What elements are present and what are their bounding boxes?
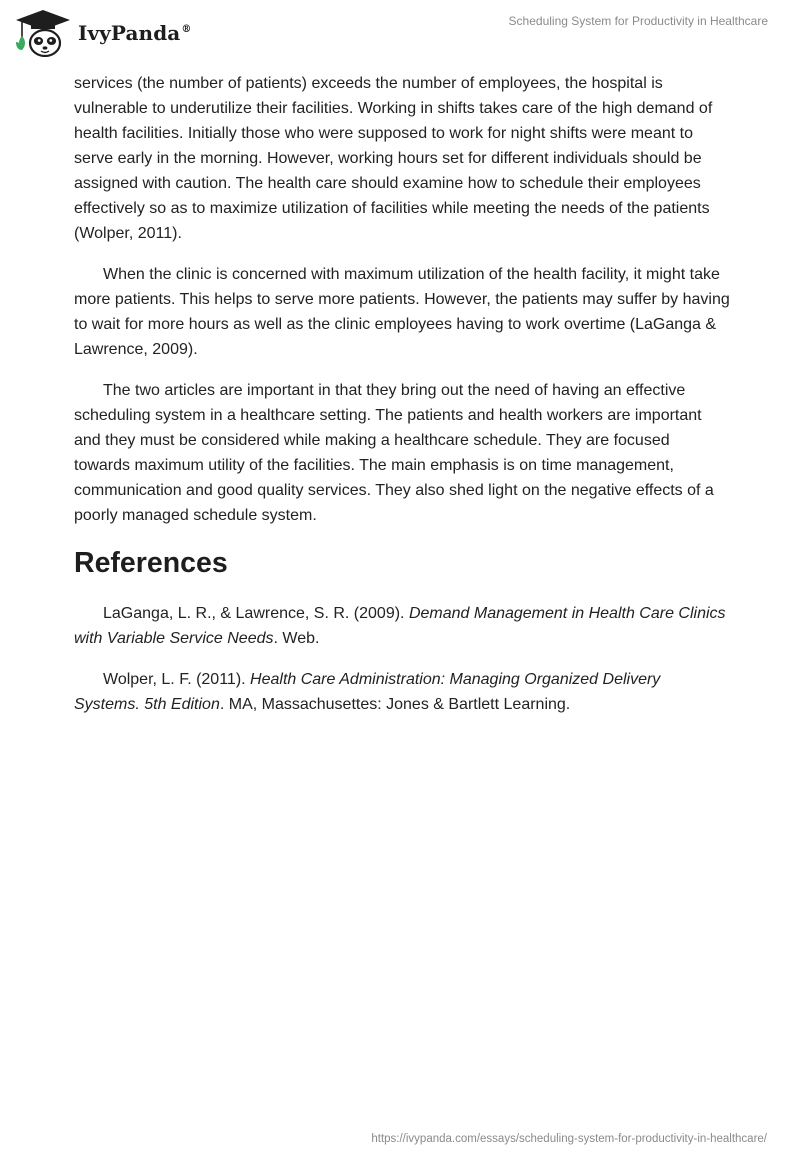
body-paragraph: services (the number of patients) exceeds the number of employees, the hospital is vulnerable to underutilize their facilities. Working in shifts takes care of the high demand of health facilities. Initially those who were supposed to work for night shifts were meant to serve early in the morning. However, working hours set for different individuals should be assigned with caution. The health care should examine how to schedule their employees effectively so as to maximize utilization of facilities while meeting the needs of the patients (Wolper, 2011). — [74, 75, 713, 242]
brand-name: IvyPanda® — [78, 21, 192, 45]
page-header — [0, 0, 800, 70]
document-title: Scheduling System for Productivity in Healthcare — [508, 14, 768, 28]
source-url-link[interactable]: https://ivypanda.com/essays/scheduling-system-for-productivity-in-healthcare/ — [371, 1133, 767, 1145]
body-paragraph: The two articles are important in that they bring out the need of having an effective scheduling system in a healthcare setting. The patients and health workers are important and they must be considered while making a healthcare schedule. They are focused towards maximum utility of the facilities. The main emphasis is on time management, communication and good quality services. They also shed light on the negative effects of a poorly managed schedule system. — [74, 382, 714, 524]
ivypanda-logo[interactable] — [14, 9, 191, 57]
panda-graduate-icon — [14, 9, 72, 57]
reference-item: Wolper, L. F. (2011). Health Care Administration: Managing Organized Delivery Systems. 5th Edition. MA, Massachusettes: Jones & Bartlett Learning. — [74, 671, 661, 713]
essay-content — [74, 71, 730, 733]
reference-item: LaGanga, L. R., & Lawrence, S. R. (2009). Demand Management in Health Care Clinics with Variable Service Needs. Web. — [74, 605, 726, 647]
reference-title: Demand Management in Health Care Clinics with Variable Service Needs — [74, 605, 726, 647]
body-paragraph: When the clinic is concerned with maximum utilization of the health facility, it might take more patients. This helps to serve more patients. However, the patients may suffer by having to wait for more hours as well as the clinic employees having to work overtime (LaGanga & Lawrence, 2009). — [74, 266, 730, 358]
references-heading: References — [74, 547, 228, 579]
reference-title: Health Care Administration: Managing Organized Delivery Systems. 5th Edition — [74, 671, 661, 713]
